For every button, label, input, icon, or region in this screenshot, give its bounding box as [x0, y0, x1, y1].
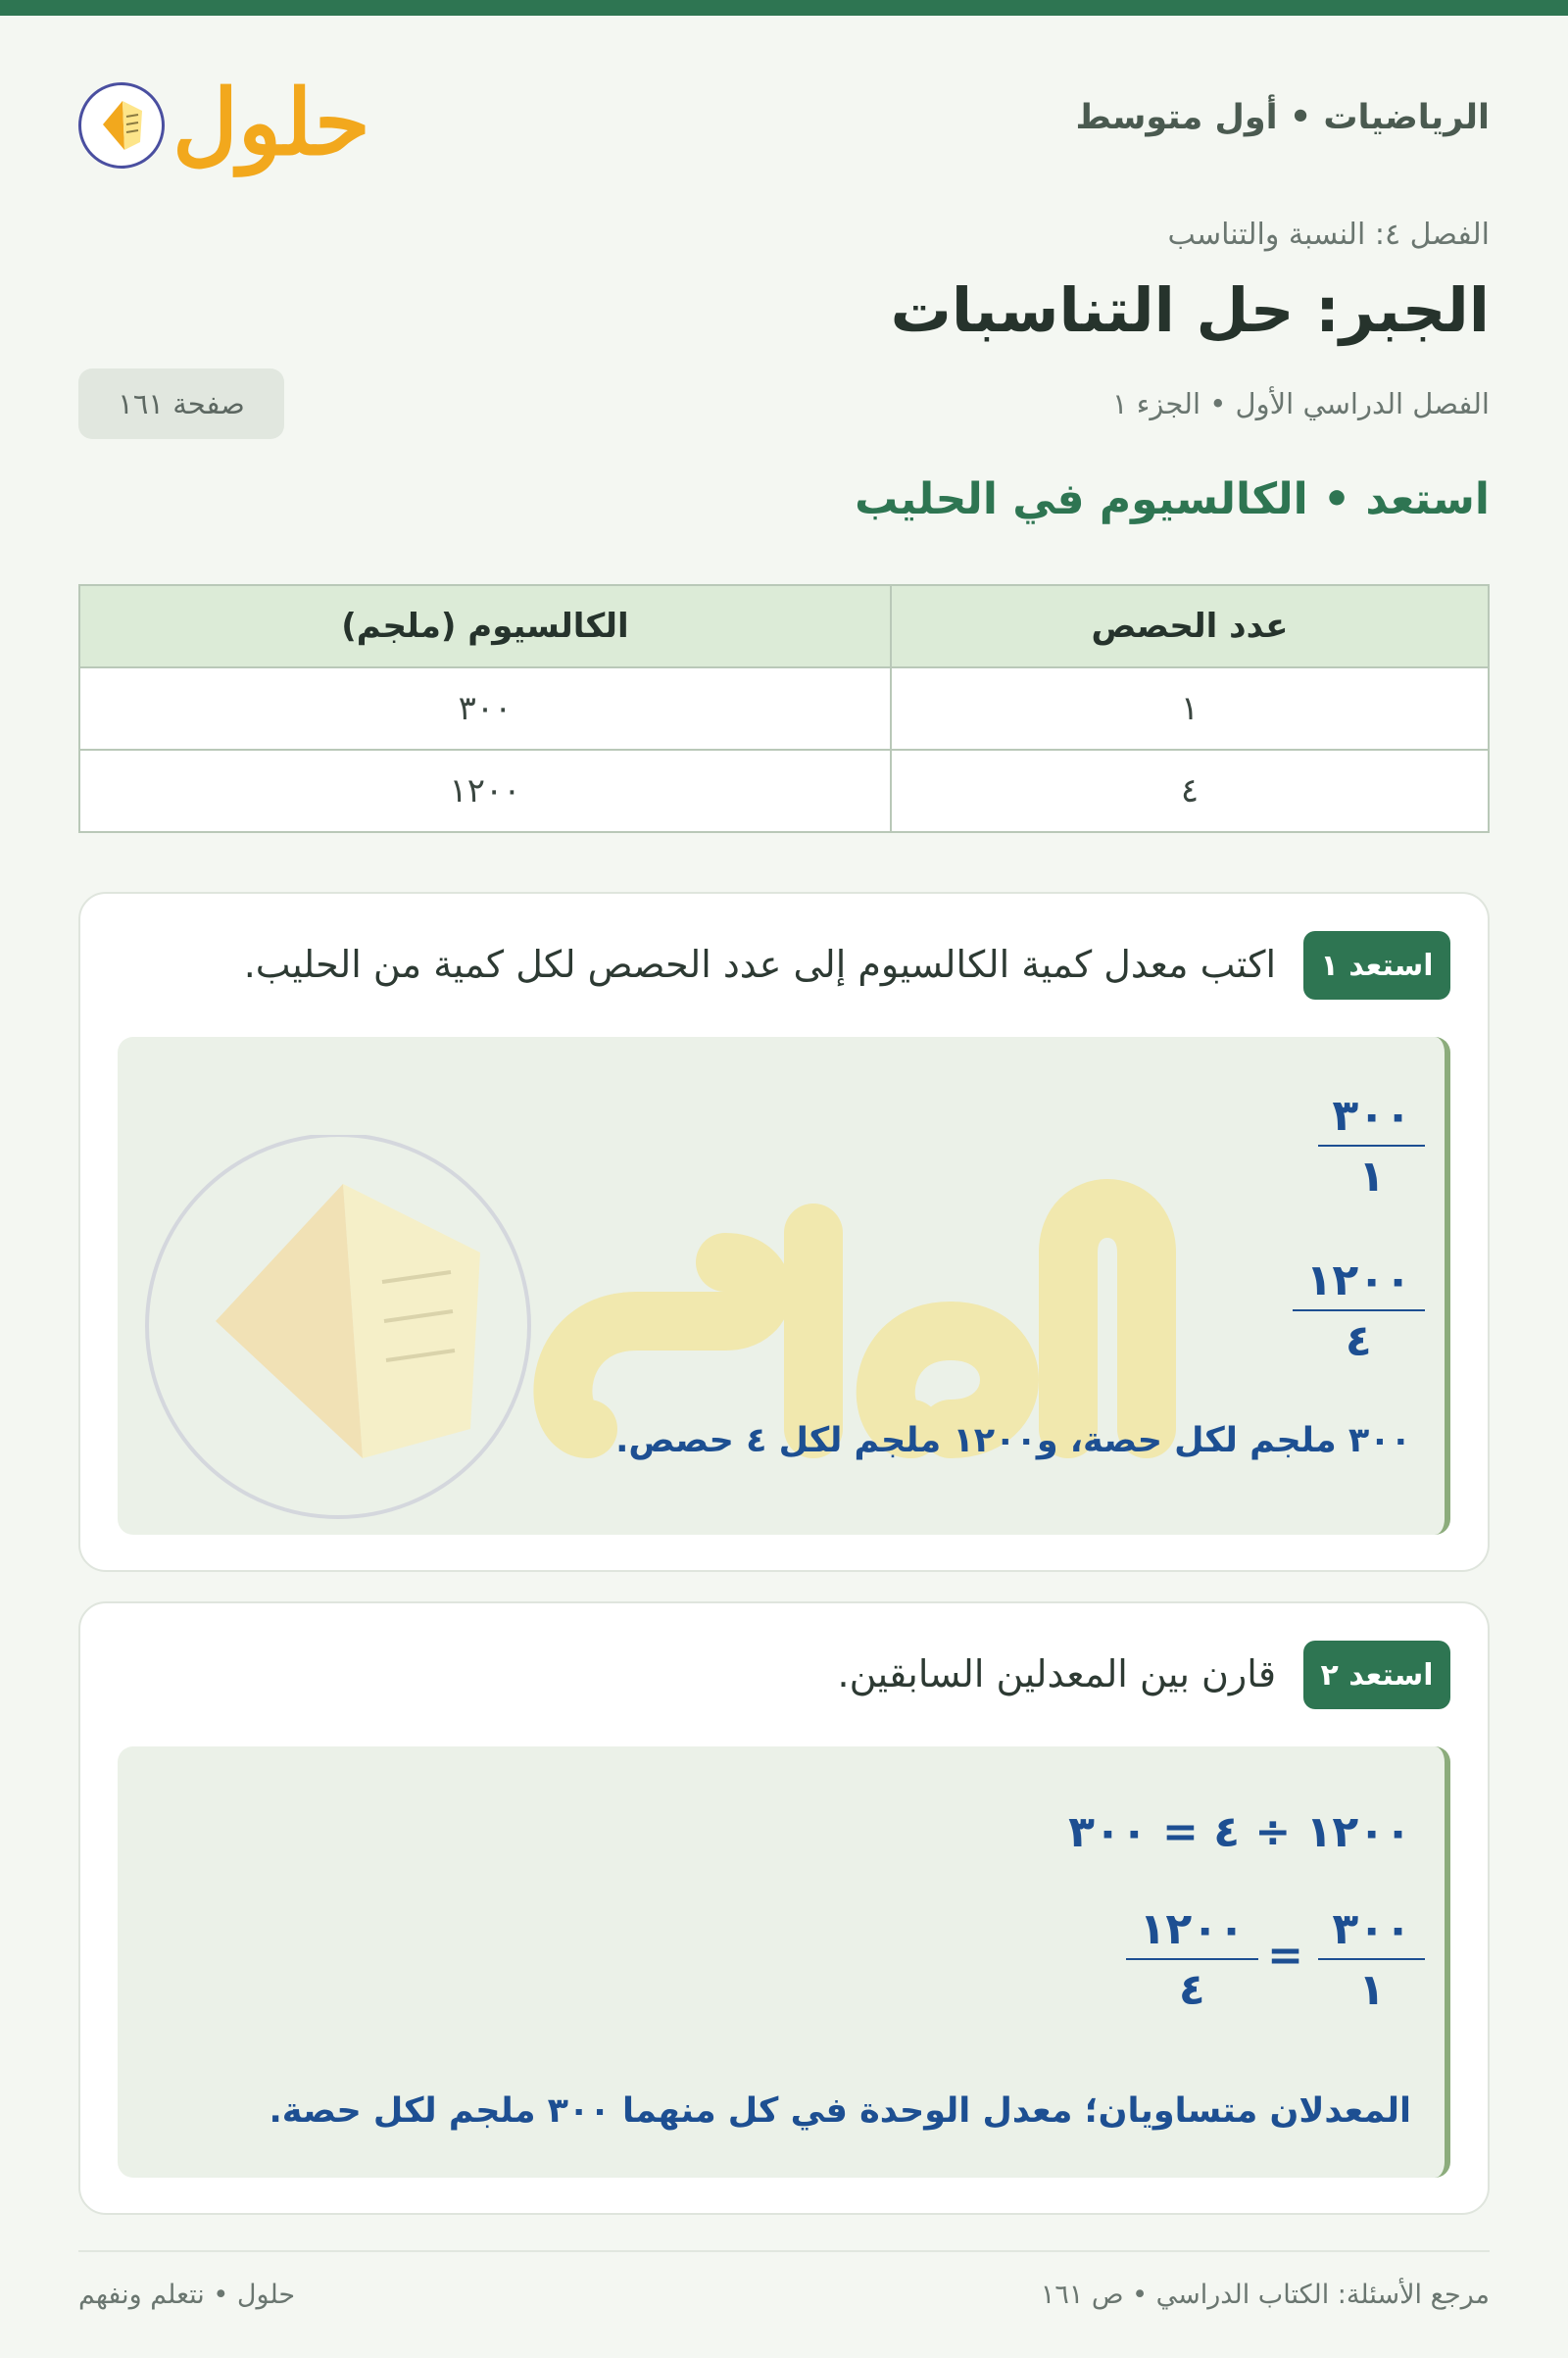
question-card-1	[78, 892, 1490, 1572]
answer-text: ٣٠٠ ملجم لكل حصة، و١٢٠٠ ملجم لكل ٤ حصص.	[615, 1421, 1411, 1460]
fraction-denominator: ٤	[1345, 1316, 1372, 1366]
equals-sign: =	[1267, 1931, 1303, 1981]
fraction-numerator: ١٢٠٠	[1305, 1255, 1411, 1305]
answer-box	[118, 1037, 1450, 1535]
fraction-300-over-1	[1318, 1088, 1425, 1207]
fraction-1200-over-4	[1126, 1901, 1258, 2021]
table-cell: ٣٠٠	[79, 667, 891, 750]
fraction-denominator: ١	[1358, 1152, 1386, 1202]
page-number-badge: صفحة ١٦١	[78, 368, 284, 439]
footer-brand: حلول • نتعلم ونفهم	[78, 2280, 296, 2310]
table-cell: ١٢٠٠	[79, 750, 891, 832]
fraction-numerator: ٣٠٠	[1332, 1091, 1411, 1141]
fraction-denominator: ٤	[1178, 1965, 1205, 2015]
division-equation: ١٢٠٠ ÷ ٤ = ٣٠٠	[1068, 1807, 1411, 1857]
subject-label: الرياضيات • أول متوسط	[1075, 98, 1490, 137]
table-cell: ١	[891, 667, 1489, 750]
footer-divider	[78, 2250, 1490, 2252]
footer-reference: مرجع الأسئلة: الكتاب الدراسي • ص ١٦١	[1040, 2280, 1490, 2310]
chapter-label: الفصل ٤: النسبة والتناسب	[1167, 218, 1490, 252]
table-header-row	[79, 585, 1489, 667]
question-card-2	[78, 1601, 1490, 2215]
question-badge: استعد ٢	[1303, 1641, 1450, 1709]
term-label: الفصل الدراسي الأول • الجزء ١	[1111, 387, 1490, 420]
question-text: اكتب معدل كمية الكالسيوم إلى عدد الحصص لكل كمية من الحليب.	[243, 943, 1276, 986]
fraction-300-over-1	[1318, 1901, 1425, 2021]
section-title: استعد • الكالسيوم في الحليب	[855, 474, 1490, 524]
page-title: الجبر: حل التناسبات	[890, 274, 1490, 346]
fraction-numerator: ١٢٠٠	[1139, 1904, 1245, 1954]
book-icon	[78, 82, 165, 169]
answer-box	[118, 1746, 1450, 2178]
answer-text: المعدلان متساويان؛ معدل الوحدة في كل منهما ٣٠٠ ملجم لكل حصة.	[269, 2091, 1411, 2131]
watermark-logo-icon	[127, 1135, 1303, 1535]
logo-wordmark: حلول	[172, 70, 370, 175]
table-cell: ٤	[891, 750, 1489, 832]
top-accent-bar	[0, 0, 1568, 16]
page-header	[78, 59, 1490, 176]
calcium-table	[78, 584, 1490, 833]
fraction-1200-over-4	[1293, 1253, 1425, 1372]
question-badge: استعد ١	[1303, 931, 1450, 1000]
fraction-denominator: ١	[1358, 1965, 1386, 2015]
table-row	[79, 750, 1489, 832]
table-header-calcium: الكالسيوم (ملجم)	[79, 585, 891, 667]
table-row	[79, 667, 1489, 750]
table-header-servings: عدد الحصص	[891, 585, 1489, 667]
fraction-numerator: ٣٠٠	[1332, 1904, 1411, 1954]
question-text: قارن بين المعدلين السابقين.	[837, 1652, 1276, 1695]
hulul-logo[interactable]	[78, 59, 370, 186]
